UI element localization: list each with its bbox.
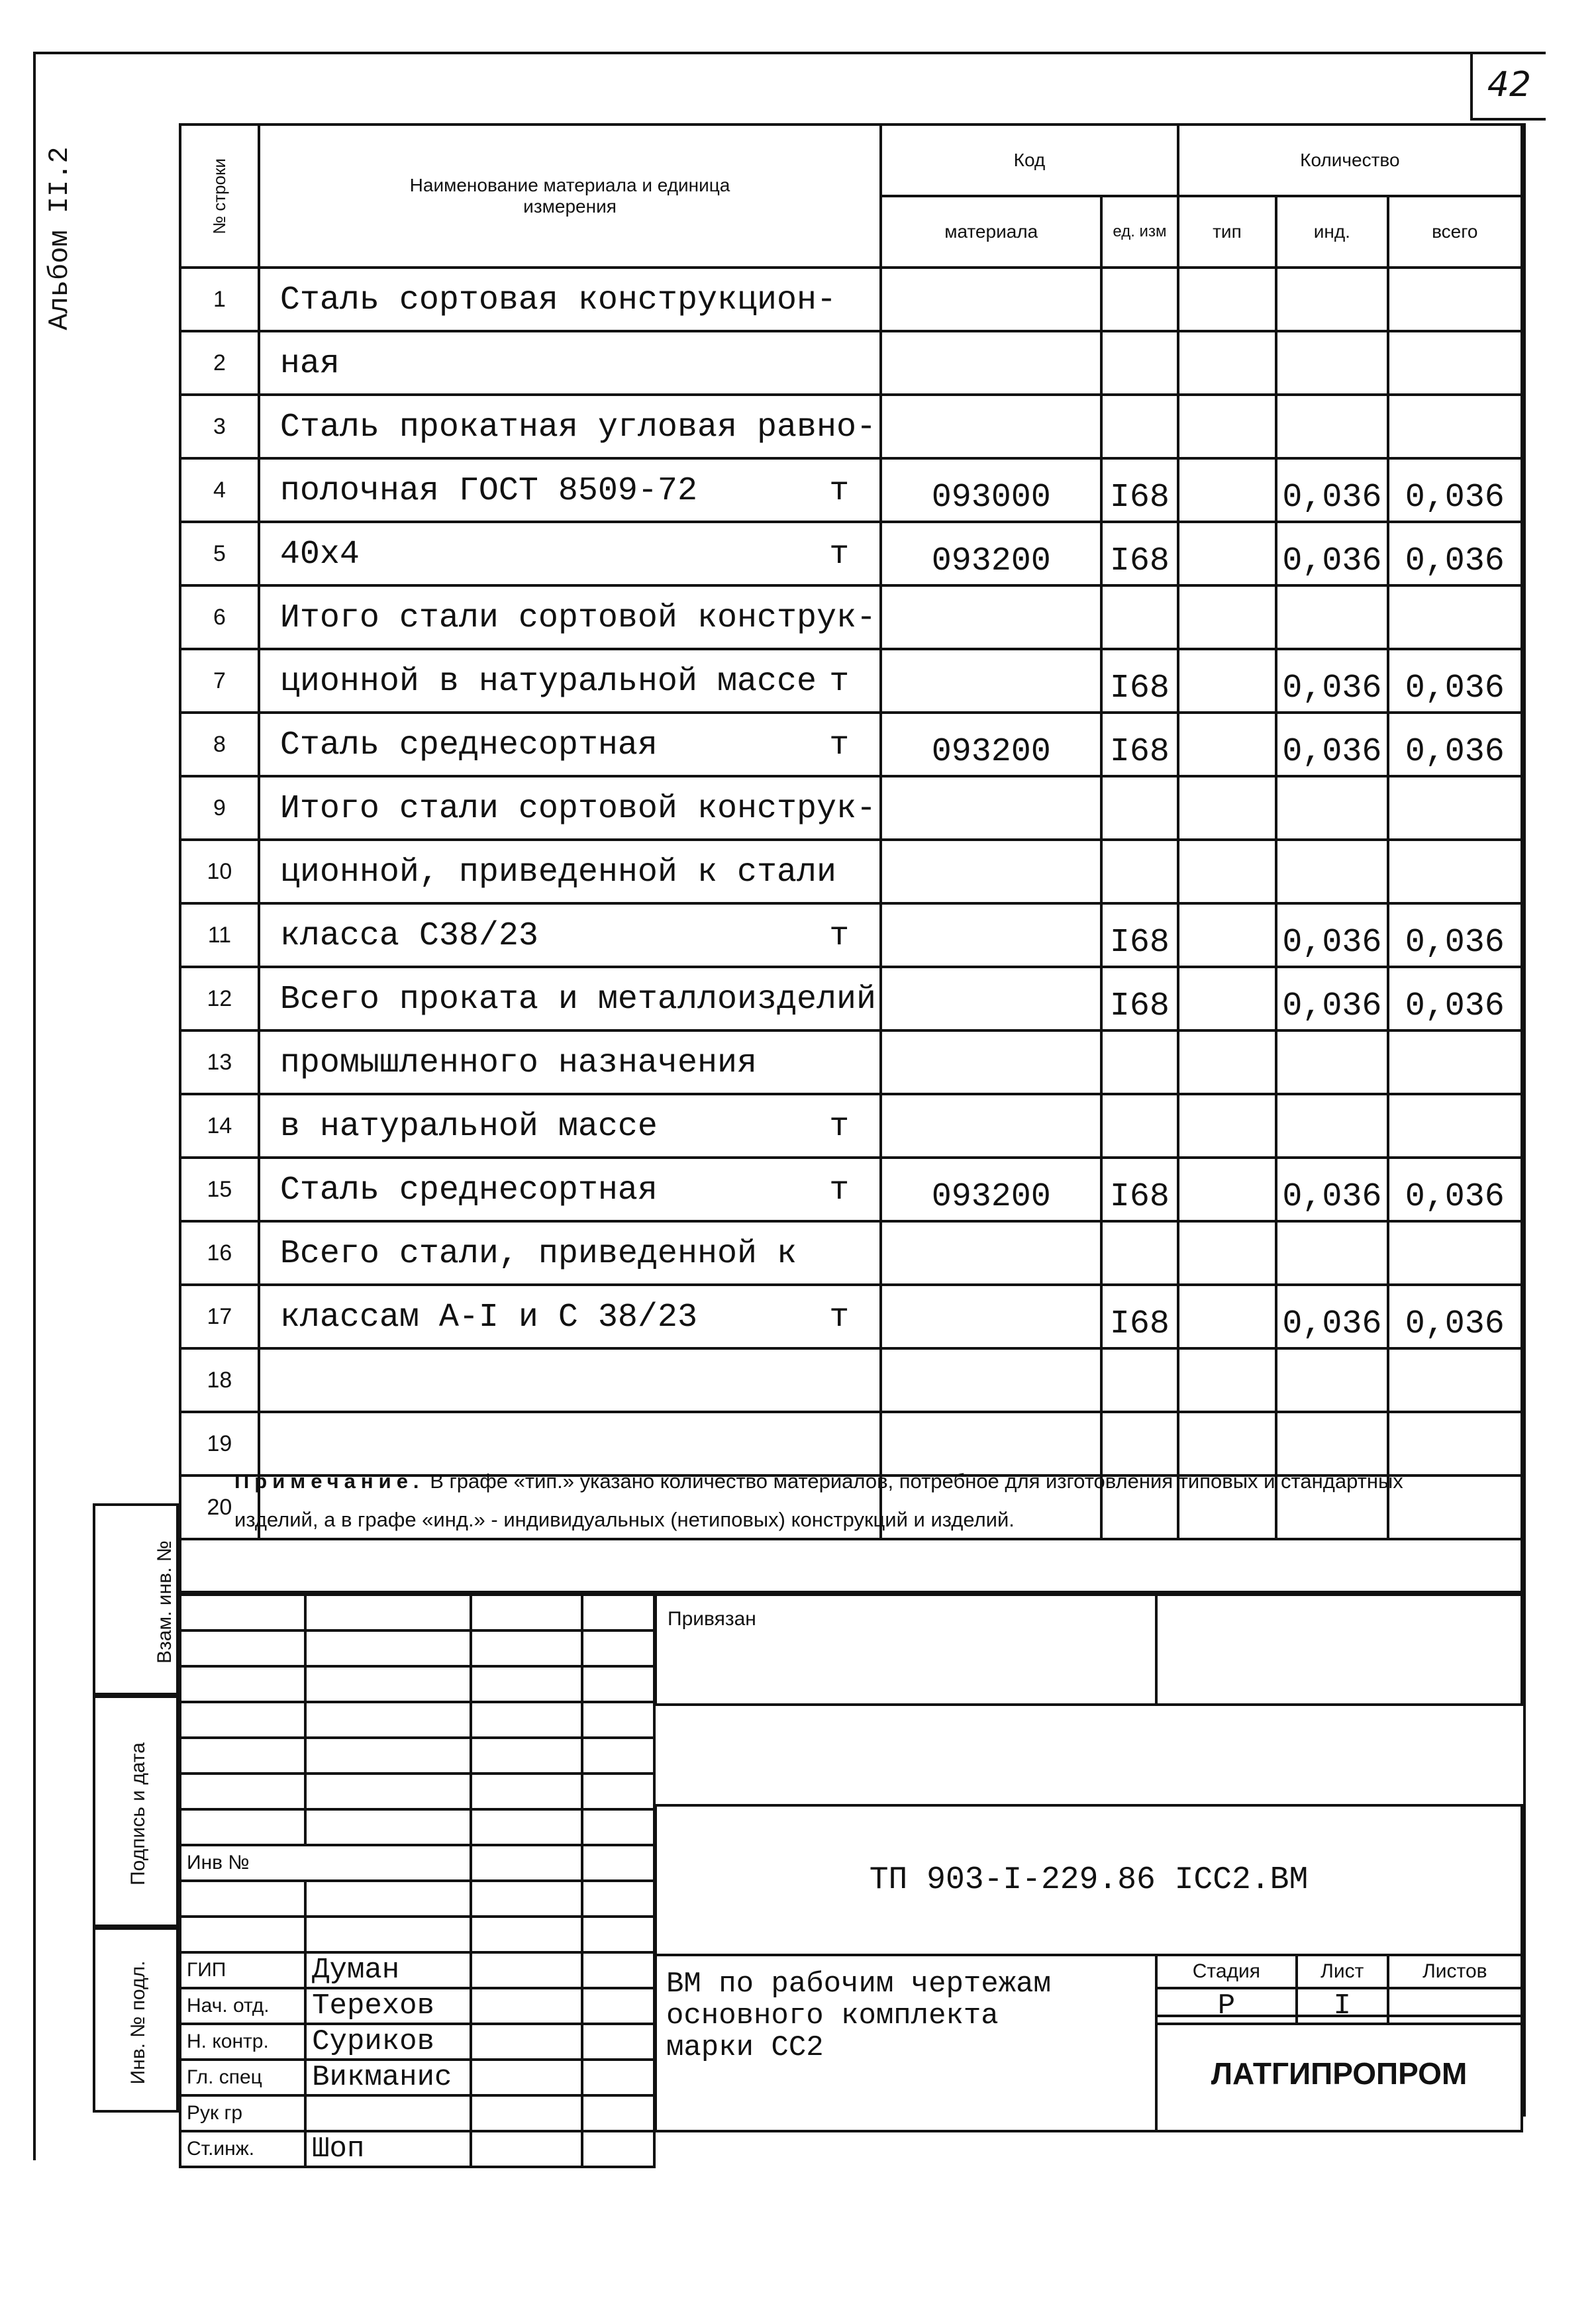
- stamp-cell: [180, 1738, 305, 1774]
- qty-total: 0,036: [1388, 1158, 1522, 1221]
- table-row: [180, 903, 1522, 967]
- unit-code: [1101, 1221, 1178, 1285]
- stage-label: Стадия: [1156, 1955, 1297, 1988]
- qty-total: [1388, 585, 1522, 649]
- material-name-text: полочная ГОСТ 8509-72: [279, 472, 697, 510]
- material-code: [881, 840, 1101, 903]
- row-number: 4: [180, 458, 259, 522]
- material-code: [881, 331, 1101, 395]
- stamp-cell: [305, 1630, 471, 1666]
- qty-total: [1388, 1348, 1522, 1412]
- qty-total: [1388, 395, 1522, 458]
- title-line: основного комплекта: [666, 1999, 999, 2032]
- qty-typ: [1178, 649, 1276, 713]
- material-name: [259, 585, 881, 649]
- stage-value: Р: [1156, 1988, 1297, 2024]
- material-name: [259, 395, 881, 458]
- qty-ind: [1276, 1348, 1387, 1412]
- unit-code: [1101, 776, 1178, 840]
- role-person: Суриков: [305, 2024, 471, 2060]
- unit-header: ед. изм: [1101, 196, 1178, 268]
- row-number: 16: [180, 1221, 259, 1285]
- stamp-cell: [305, 1917, 471, 1952]
- qty-typ: [1178, 1285, 1276, 1348]
- row-number: 9: [180, 776, 259, 840]
- material-header: материала: [881, 196, 1101, 268]
- unit-code: [1101, 268, 1178, 331]
- table-row: [180, 585, 1522, 649]
- material-name-text: Сталь сортовая конструкцион-: [279, 281, 836, 319]
- qty-total: 0,036: [1388, 967, 1522, 1030]
- side-podpis-box: [93, 1695, 179, 1927]
- side-inv-box: [93, 1927, 179, 2113]
- sheets-label: Листов: [1388, 1955, 1522, 1988]
- material-code: [881, 395, 1101, 458]
- unit-code: [1101, 395, 1178, 458]
- unit-code: I68: [1101, 1158, 1178, 1221]
- material-code: [881, 903, 1101, 967]
- material-name: [259, 1285, 881, 1348]
- row-number: 2: [180, 331, 259, 395]
- qty-total: 0,036: [1388, 522, 1522, 585]
- stamp-row: [180, 2024, 654, 2060]
- table-row: [180, 1094, 1522, 1158]
- material-name-text: 40х4: [279, 536, 360, 574]
- stamp-cell: [471, 1845, 582, 1881]
- role-person: Думан: [305, 1952, 471, 1988]
- row-number: 18: [180, 1348, 259, 1412]
- material-unit: т: [829, 536, 850, 574]
- stamp-cell: [305, 1881, 471, 1917]
- row-number: 20: [180, 1476, 259, 1539]
- material-name-text: Итого стали сортовой конструк-: [279, 599, 876, 637]
- qty-total: [1388, 840, 1522, 903]
- qty-typ: [1178, 395, 1276, 458]
- unit-code: [1101, 840, 1178, 903]
- note-box: [179, 1442, 1523, 1593]
- date-cell: [582, 2060, 654, 2095]
- unit-code: [1101, 1094, 1178, 1158]
- stamp-cell: [471, 1702, 582, 1738]
- note-body: В графе «тип.» указано количество материалов, потребное для изготовления типовых и стандартных изделий, а в графе «инд.» - индивидуальных (нетиповых) конструкций и изделий.: [234, 1470, 1403, 1531]
- stamp-cell: [582, 1881, 654, 1917]
- album-label: Альбом II.2: [44, 146, 75, 330]
- stamp-cell: [180, 1595, 305, 1630]
- materials-table: [179, 123, 1523, 1540]
- material-code: 093000: [881, 458, 1101, 522]
- material-code: [881, 1094, 1101, 1158]
- typ-header: тип: [1178, 196, 1276, 268]
- stamp-cell: [471, 1666, 582, 1702]
- material-name: [259, 903, 881, 967]
- stamp-row: [180, 2095, 654, 2131]
- stamp-cell: [471, 1738, 582, 1774]
- qty-ind: 0,036: [1276, 713, 1387, 776]
- sheet-value: I: [1297, 1988, 1388, 2024]
- qty-typ: [1178, 1348, 1276, 1412]
- stamp-row: [180, 1988, 654, 2024]
- table-row: [180, 1348, 1522, 1412]
- material-name: [259, 1221, 881, 1285]
- material-code: [881, 776, 1101, 840]
- unit-code: I68: [1101, 649, 1178, 713]
- row-number: 7: [180, 649, 259, 713]
- material-unit: т: [829, 1108, 850, 1146]
- row-number: 11: [180, 903, 259, 967]
- material-unit: т: [829, 1299, 850, 1336]
- stamp-row: [180, 2131, 654, 2167]
- qty-total: [1388, 1030, 1522, 1094]
- table-row: [180, 331, 1522, 395]
- stamp-cell: [305, 1702, 471, 1738]
- unit-code: I68: [1101, 903, 1178, 967]
- qty-typ: [1178, 776, 1276, 840]
- qty-ind: 0,036: [1276, 1285, 1387, 1348]
- material-name-text: в натуральной массе: [279, 1108, 658, 1146]
- qty-total: [1388, 268, 1522, 331]
- table-row: [180, 395, 1522, 458]
- material-unit: т: [829, 726, 850, 764]
- stamp-row: [180, 1845, 654, 1881]
- row-number: 19: [180, 1412, 259, 1476]
- qty-total: 0,036: [1388, 458, 1522, 522]
- date-cell: [582, 2095, 654, 2131]
- row-number: 10: [180, 840, 259, 903]
- material-name-text: Сталь среднесортная: [279, 726, 658, 764]
- stamp-cell: [305, 1738, 471, 1774]
- stamp-cell: [180, 1809, 305, 1845]
- qty-total: [1388, 331, 1522, 395]
- material-name: [259, 967, 881, 1030]
- signature-cell: [471, 1988, 582, 2024]
- table-row: [180, 776, 1522, 840]
- qty-total: 0,036: [1388, 649, 1522, 713]
- material-name-text: ционной в натуральной массе: [279, 663, 817, 701]
- qty-typ: [1178, 840, 1276, 903]
- unit-code: I68: [1101, 713, 1178, 776]
- material-unit: т: [829, 472, 850, 510]
- role-label: Н. контр.: [180, 2024, 305, 2060]
- stamp-cell: [180, 1917, 305, 1952]
- row-number: 12: [180, 967, 259, 1030]
- row-number: 14: [180, 1094, 259, 1158]
- stamp-row: [180, 1881, 654, 1917]
- role-label: Гл. спец: [180, 2060, 305, 2095]
- stamp-cell: [471, 1917, 582, 1952]
- stamp-cell: [582, 1738, 654, 1774]
- stamp-cell: [582, 1774, 654, 1809]
- role-person: [305, 2095, 471, 2131]
- row-number: 13: [180, 1030, 259, 1094]
- title-block: [654, 1593, 1523, 2302]
- name-header: Наименование материала и единица измерения: [259, 125, 881, 268]
- code-header: Код: [881, 125, 1177, 196]
- material-unit: т: [829, 1172, 850, 1209]
- stamp-row: [180, 1809, 654, 1845]
- material-code: 093200: [881, 713, 1101, 776]
- stamp-cell: [582, 1917, 654, 1952]
- note-text: [234, 1462, 1479, 1539]
- signature-cell: [471, 2095, 582, 2131]
- table-row: [180, 1158, 1522, 1221]
- qty-ind: 0,036: [1276, 903, 1387, 967]
- row-number: 5: [180, 522, 259, 585]
- qty-typ: [1178, 331, 1276, 395]
- note-title: Примечание.: [234, 1470, 424, 1493]
- stamp-row: [180, 1738, 654, 1774]
- document-title: [654, 1954, 1158, 2132]
- unit-code: [1101, 1030, 1178, 1094]
- qty-ind: [1276, 395, 1387, 458]
- qty-typ: [1178, 1030, 1276, 1094]
- table-row: [180, 522, 1522, 585]
- stamp-cell: [305, 1595, 471, 1630]
- qty-ind: [1276, 1030, 1387, 1094]
- material-name-text: Итого стали сортовой конструк-: [279, 790, 876, 828]
- qty-ind: [1276, 776, 1387, 840]
- material-name-text: промышленного назначения: [279, 1044, 757, 1082]
- row-number: 17: [180, 1285, 259, 1348]
- stamp-cell: [471, 1881, 582, 1917]
- material-code: [881, 967, 1101, 1030]
- qty-typ: [1178, 1094, 1276, 1158]
- stamp-row: [180, 1666, 654, 1702]
- stamp-row: [180, 1917, 654, 1952]
- stamp-cell: [305, 1666, 471, 1702]
- material-name: [259, 458, 881, 522]
- stamp-cell: [582, 1666, 654, 1702]
- stamp-row: [180, 1702, 654, 1738]
- stamp-cell: [305, 1774, 471, 1809]
- date-cell: [582, 2131, 654, 2167]
- table-row: [180, 840, 1522, 903]
- role-person: Терехов: [305, 1988, 471, 2024]
- material-code: [881, 585, 1101, 649]
- stamp-cell: [582, 1809, 654, 1845]
- material-name-text: Сталь прокатная угловая равно-: [279, 409, 876, 446]
- stamp-row: [180, 1952, 654, 1988]
- privyazan-right-box: [1155, 1593, 1523, 1706]
- right-border: [1523, 123, 1526, 2117]
- side-vzam-label: Взам. инв. №: [154, 1540, 175, 1664]
- signature-cell: [471, 2131, 582, 2167]
- material-name: [259, 331, 881, 395]
- stamp-cell: [471, 1774, 582, 1809]
- qty-ind: 0,036: [1276, 458, 1387, 522]
- row-no-header: № строки: [180, 125, 259, 268]
- date-cell: [582, 1988, 654, 2024]
- table-row: [180, 1030, 1522, 1094]
- qty-typ: [1178, 967, 1276, 1030]
- stamp-cell: [180, 1630, 305, 1666]
- qty-typ: [1178, 522, 1276, 585]
- table-row: [180, 1285, 1522, 1348]
- qty-total: 0,036: [1388, 903, 1522, 967]
- stamp-row: [180, 1774, 654, 1809]
- title-line: марки СС2: [666, 2031, 824, 2064]
- qty-ind: [1276, 840, 1387, 903]
- qty-ind: 0,036: [1276, 1158, 1387, 1221]
- unit-code: I68: [1101, 1285, 1178, 1348]
- stamp-cell: [582, 1845, 654, 1881]
- material-code: [881, 649, 1101, 713]
- row-number: 15: [180, 1158, 259, 1221]
- stamp-row: [180, 1595, 654, 1630]
- signature-cell: [471, 2024, 582, 2060]
- signature-cell: [471, 1952, 582, 1988]
- table-row: [180, 967, 1522, 1030]
- date-cell: [582, 1952, 654, 1988]
- material-code: 093200: [881, 522, 1101, 585]
- side-vzam-box: [93, 1503, 179, 1695]
- stamp-cell: [582, 1630, 654, 1666]
- row-number: 6: [180, 585, 259, 649]
- qty-ind: [1276, 1221, 1387, 1285]
- material-name-text: классам А-I и С 38/23: [279, 1299, 697, 1336]
- total-header: всего: [1388, 196, 1522, 268]
- stamp-cell: [471, 1630, 582, 1666]
- material-name: [259, 522, 881, 585]
- qty-ind: [1276, 331, 1387, 395]
- table-row: [180, 268, 1522, 331]
- stamp-cell: [180, 1774, 305, 1809]
- material-name: [259, 713, 881, 776]
- stamp-signature-grid: [179, 1593, 656, 2168]
- signature-cell: [471, 2060, 582, 2095]
- unit-code: [1101, 1348, 1178, 1412]
- qty-typ: [1178, 1158, 1276, 1221]
- qty-total: 0,036: [1388, 1285, 1522, 1348]
- material-code: [881, 1221, 1101, 1285]
- material-name: [259, 840, 881, 903]
- stamp-cell: [180, 1702, 305, 1738]
- sheet-label: Лист: [1297, 1955, 1388, 1988]
- material-name-text: класса С38/23: [279, 917, 538, 955]
- material-name-text: Всего стали, приведенной к: [279, 1235, 797, 1273]
- material-name: [259, 776, 881, 840]
- material-name: [259, 1030, 881, 1094]
- qty-typ: [1178, 458, 1276, 522]
- material-name: [259, 1094, 881, 1158]
- title-line: ВМ по рабочим чертежам: [666, 1968, 1051, 2001]
- organization-name: ЛАТГИПРОПРОМ: [1155, 2015, 1523, 2132]
- table-row: [180, 713, 1522, 776]
- qty-total: [1388, 1221, 1522, 1285]
- qty-typ: [1178, 585, 1276, 649]
- material-code: [881, 268, 1101, 331]
- stamp-cell: [180, 1666, 305, 1702]
- sheet-number: 42: [1470, 52, 1546, 121]
- qty-total: [1388, 1094, 1522, 1158]
- side-inv-label: Инв. № подл.: [127, 1960, 149, 2085]
- table-row: [180, 1221, 1522, 1285]
- document-code: ТП 903-I-229.86 ICC2.ВМ: [654, 1804, 1523, 1956]
- ind-header: инд.: [1276, 196, 1387, 268]
- role-person: Шоп: [305, 2131, 471, 2167]
- row-number: 8: [180, 713, 259, 776]
- row-number: 1: [180, 268, 259, 331]
- material-code: [881, 1348, 1101, 1412]
- qty-typ: [1178, 903, 1276, 967]
- privyazan-box: Привязан: [654, 1593, 1158, 1706]
- date-cell: [582, 2024, 654, 2060]
- qty-total: 0,036: [1388, 713, 1522, 776]
- qty-ind: [1276, 1094, 1387, 1158]
- material-code: [881, 1285, 1101, 1348]
- qty-typ: [1178, 713, 1276, 776]
- role-label: Нач. отд.: [180, 1988, 305, 2024]
- side-podpis-label: Подпись и дата: [127, 1742, 149, 1885]
- role-label: ГИП: [180, 1952, 305, 1988]
- stamp-cell: [471, 1595, 582, 1630]
- stamp-cell: [582, 1702, 654, 1738]
- stamp-cell: [582, 1595, 654, 1630]
- material-name-text: ная: [279, 345, 340, 383]
- qty-total: [1388, 776, 1522, 840]
- unit-code: I68: [1101, 458, 1178, 522]
- material-name: [259, 649, 881, 713]
- stamp-row: [180, 2060, 654, 2095]
- unit-code: [1101, 331, 1178, 395]
- stamp-row: [180, 1630, 654, 1666]
- quantity-header: Количество: [1178, 125, 1522, 196]
- qty-typ: [1178, 1221, 1276, 1285]
- unit-code: [1101, 585, 1178, 649]
- material-unit: т: [829, 917, 850, 955]
- qty-ind: [1276, 268, 1387, 331]
- material-name-text: Всего проката и металлоизделий: [279, 981, 876, 1019]
- material-name: [259, 1348, 881, 1412]
- material-unit: т: [829, 663, 850, 701]
- unit-code: I68: [1101, 522, 1178, 585]
- stamp-cell: [471, 1809, 582, 1845]
- role-label: Рук гр: [180, 2095, 305, 2131]
- table-row: [180, 458, 1522, 522]
- qty-typ: [1178, 268, 1276, 331]
- material-name: [259, 1158, 881, 1221]
- table-row: [180, 649, 1522, 713]
- role-person: Викманис: [305, 2060, 471, 2095]
- qty-ind: 0,036: [1276, 967, 1387, 1030]
- stamp-cell: [305, 1809, 471, 1845]
- material-name-text: Сталь среднесортная: [279, 1172, 658, 1209]
- unit-code: I68: [1101, 967, 1178, 1030]
- row-number: 3: [180, 395, 259, 458]
- qty-ind: 0,036: [1276, 649, 1387, 713]
- material-name-text: ционной, приведенной к стали: [279, 854, 836, 891]
- material-name: [259, 268, 881, 331]
- inv-no-label: Инв №: [180, 1845, 471, 1881]
- role-label: Ст.инж.: [180, 2131, 305, 2167]
- qty-ind: [1276, 585, 1387, 649]
- material-code: [881, 1030, 1101, 1094]
- stamp-cell: [180, 1881, 305, 1917]
- qty-ind: 0,036: [1276, 522, 1387, 585]
- material-code: 093200: [881, 1158, 1101, 1221]
